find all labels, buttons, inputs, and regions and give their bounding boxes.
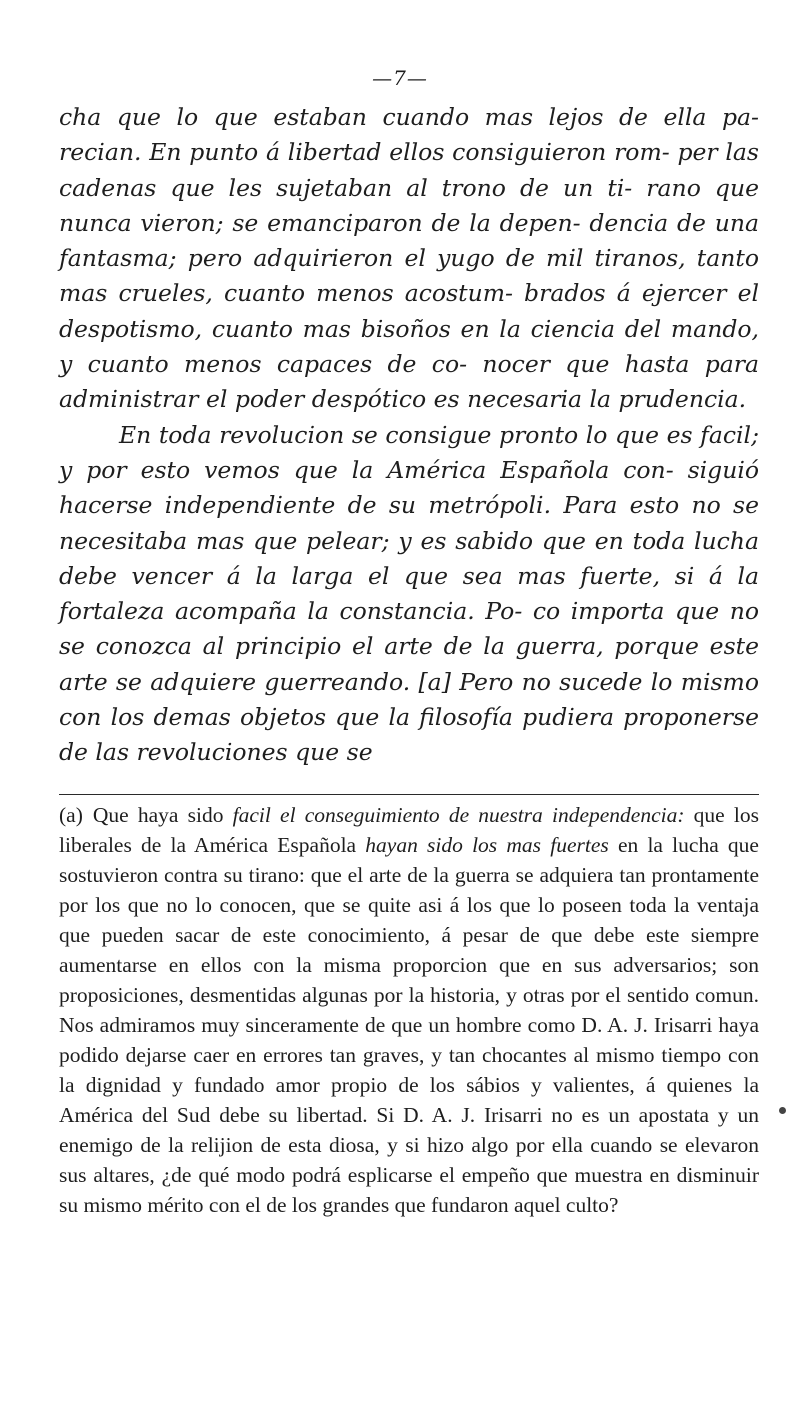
footnote-marker: (a)	[59, 803, 83, 827]
ink-spot	[779, 1107, 786, 1114]
body-paragraph-2-continuation: Pero no sucede lo mismo con los demas objetos que la filosofía pudiera proponerse de las revoluciones que se	[59, 667, 759, 767]
body-paragraph-2-text: En toda revolucion se consigue pronto lo que es facil; y por esto vemos que la América Española con- siguió hacerse independiente de su metrópoli. Para esto no se necesitaba mas que pelear; y es sabido que en toda lucha debe vencer á la larga el que sea mas fuerte, si á la fortaleza acompaña la constancia. Po- co importa que no se conozca al principio el arte de la guerra, porque este arte se adquiere guerreando.	[59, 420, 759, 696]
page-number: —7—	[372, 66, 428, 90]
main-text	[59, 100, 759, 771]
footnote-text-2: que los liberales de la América Española	[59, 803, 759, 857]
footnote-reference: [a]	[418, 667, 451, 696]
body-paragraph-1: cha que lo que estaban cuando mas lejos de ella pa- recian. En punto á libertad ellos consiguieron rom- per las cadenas que les sujetaban al trono de un ti- rano que nunca vieron; se emanciparon de la depen- dencia de una fantasma; pero adquirieron el yugo de mil tiranos, tanto mas crueles, cuanto menos acostum- brados á ejercer el despotismo, cuanto mas bisoños en la ciencia del mando, y cuanto menos capaces de co- nocer que hasta para administrar el poder despótico es necesaria la prudencia.	[59, 103, 759, 414]
body-paragraph-2	[59, 418, 759, 771]
footnote-italic-2: hayan sido los mas fuertes	[365, 833, 609, 857]
footnote-text-3: en la lucha que sostuvieron contra su tirano: que el arte de la guerra se adquiera tan prontamente por los que no lo conocen, que se quite asi á los que lo poseen toda la ventaja que pueden sacar de este conocimiento, á pesar de que debe este siempre aumentarse en ellos con la misma proporcion que en sus adversarios; son proposiciones, desmentidas algunas por la historia, y otras por el sentido comun. Nos admiramos muy sinceramente de que un hombre como D. A. J. Irisarri haya podido dejarse caer en errores tan graves, y tan chocantes al mismo tiempo con la dignidad y fundado amor propio de los sábios y valientes, á quienes la América del Sud debe su libertad. Si D. A. J. Irisarri no es un apostata y un enemigo de la relijion de esta diosa, y si hizo algo por ella cuando se elevaron sus altares, ¿de qué modo podrá esplicarse el empeño que muestra en disminuir su mismo mérito con el de los grandes que fundaron aquel culto?	[59, 833, 759, 1217]
footnote-text-1: Que haya sido	[92, 803, 233, 827]
footnote-divider	[59, 794, 759, 795]
footnote-italic-1: facil el conseguimiento de nuestra independencia:	[232, 803, 685, 827]
footnote	[59, 800, 759, 1220]
